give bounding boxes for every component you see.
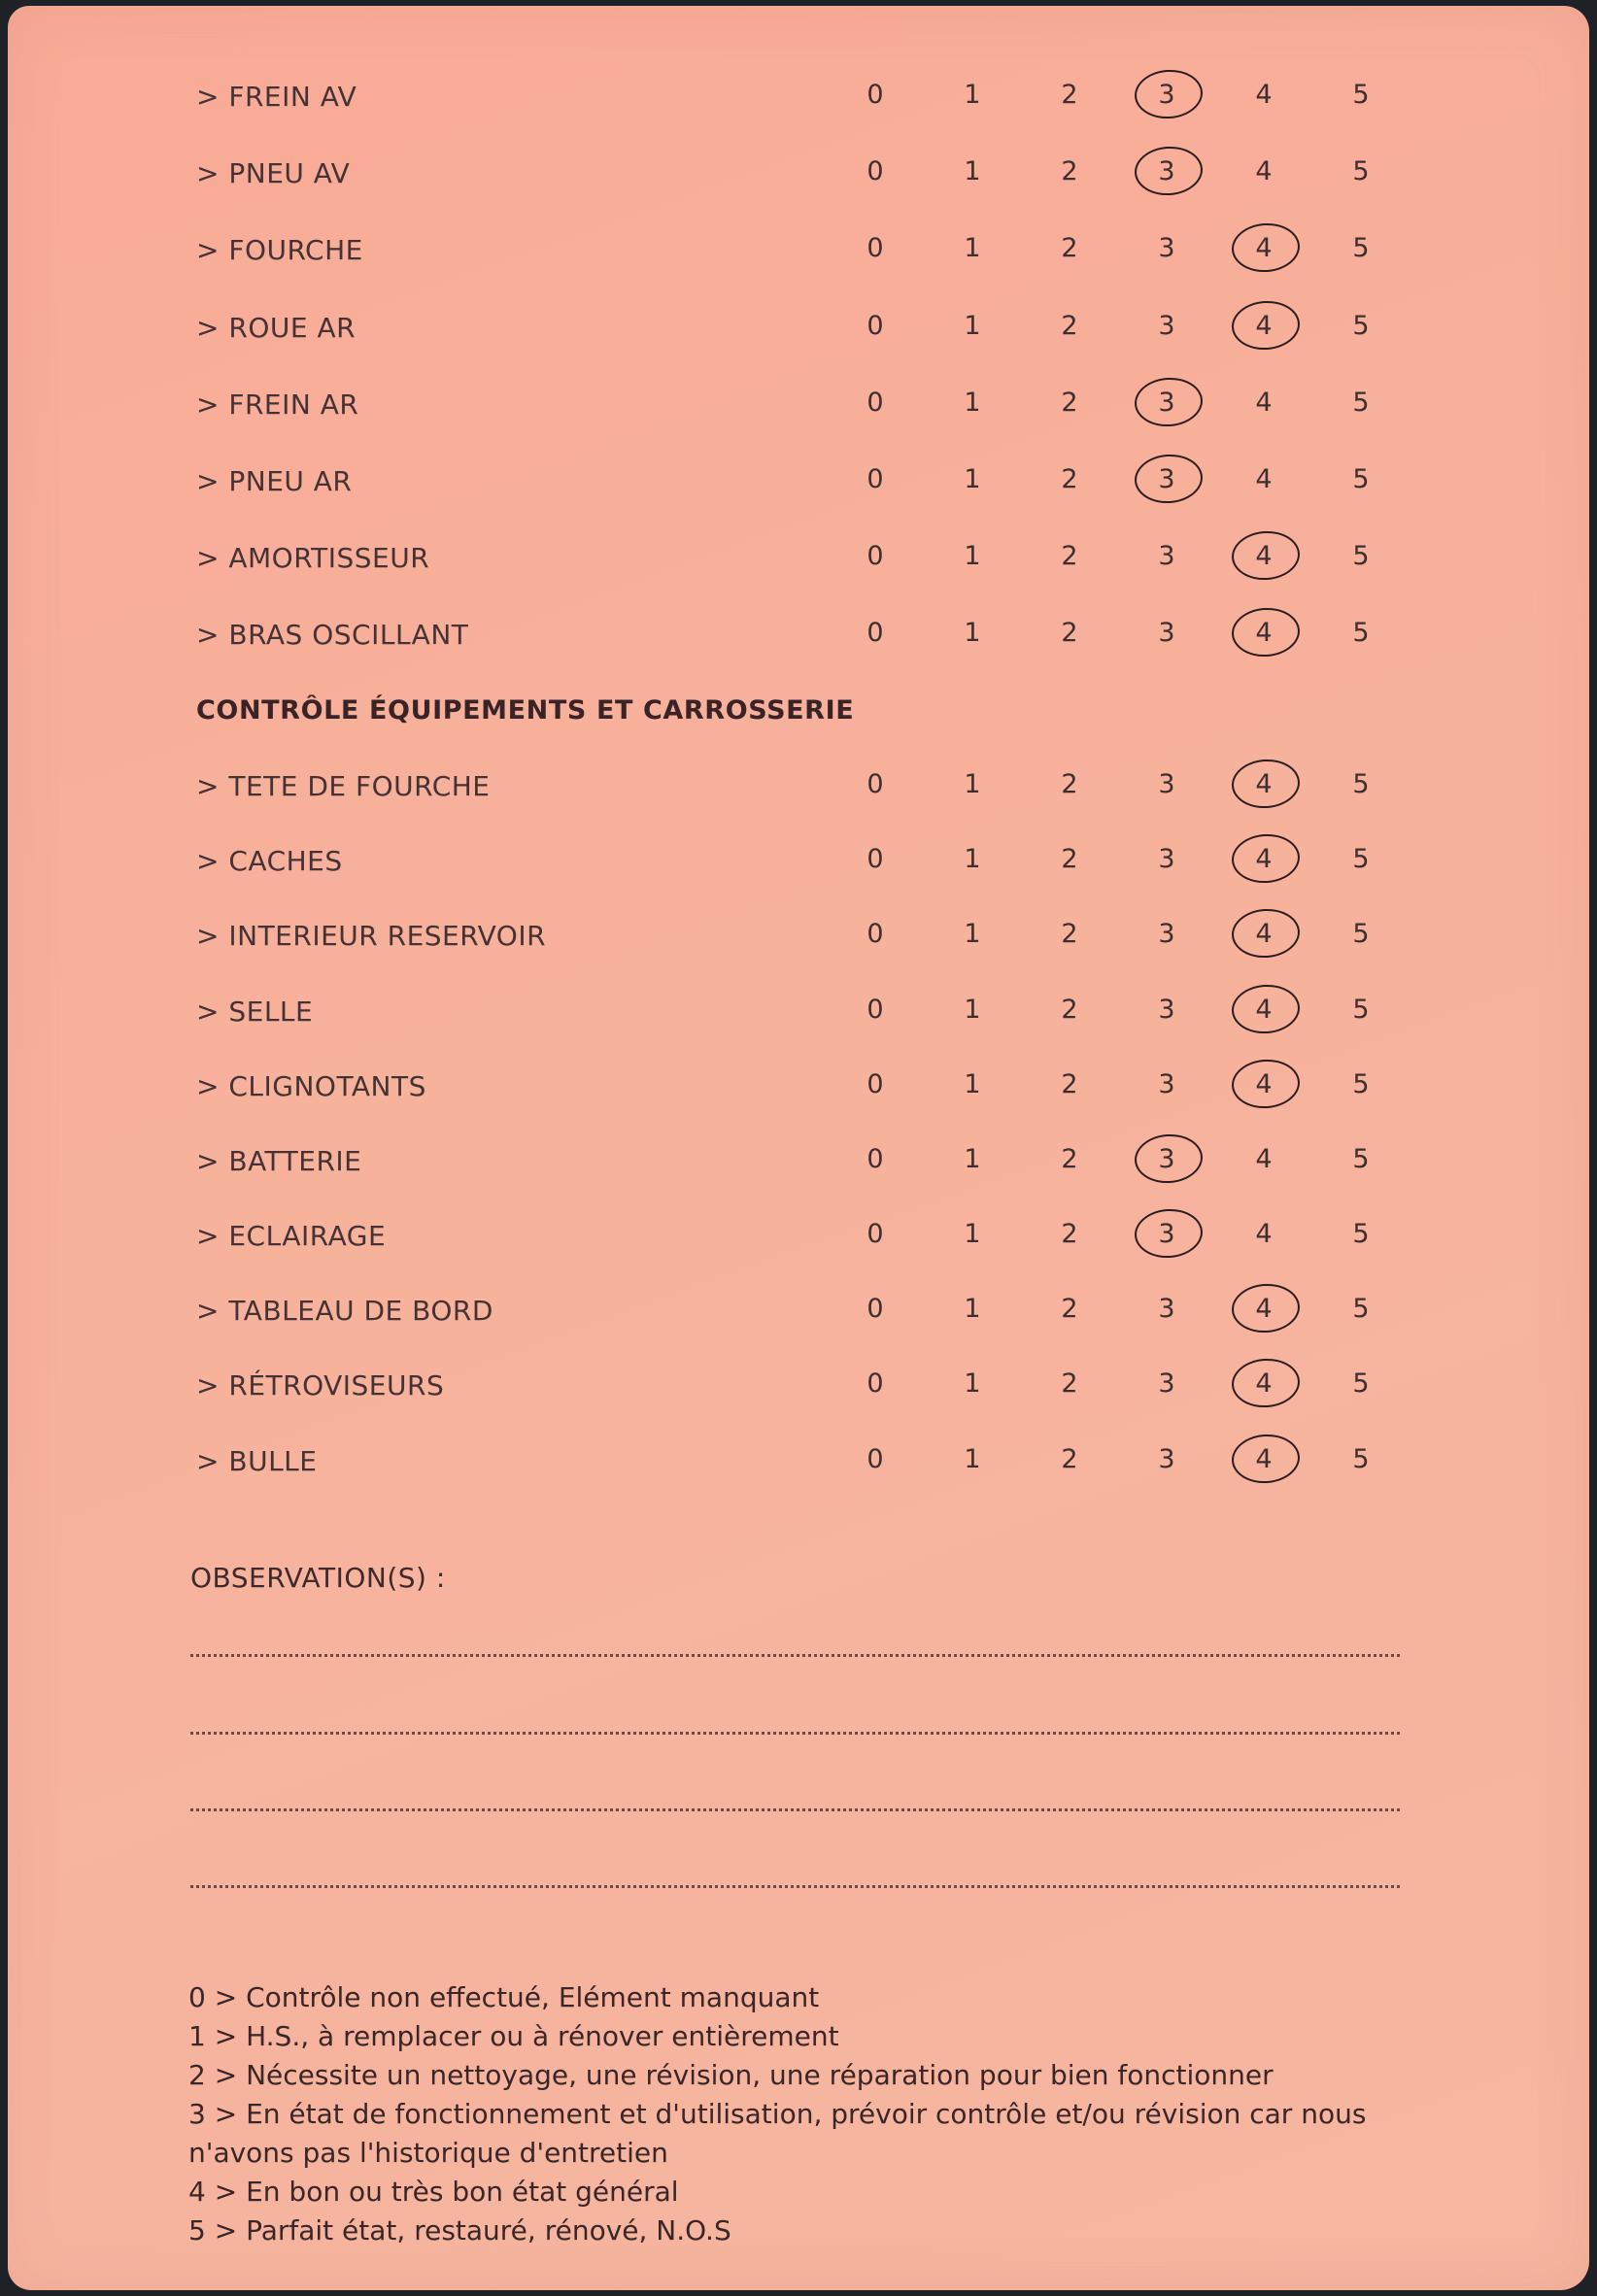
score-option-4[interactable]: 4: [1255, 769, 1273, 799]
score-option-3[interactable]: 3: [1158, 1368, 1175, 1399]
score-option-2[interactable]: 2: [1061, 541, 1078, 571]
score-option-3[interactable]: 3: [1158, 769, 1175, 799]
score-option-5[interactable]: 5: [1352, 995, 1370, 1025]
item-label: > PNEU AR: [196, 465, 353, 497]
score-option-1[interactable]: 1: [964, 769, 981, 799]
score-option-1[interactable]: 1: [964, 1444, 981, 1474]
score-option-5[interactable]: 5: [1352, 1069, 1370, 1099]
item-label: > PNEU AV: [196, 157, 351, 189]
score-option-1[interactable]: 1: [964, 233, 981, 263]
score-option-0[interactable]: 0: [866, 995, 884, 1025]
score-option-5[interactable]: 5: [1352, 1294, 1370, 1324]
score-option-2[interactable]: 2: [1061, 233, 1078, 263]
score-option-1[interactable]: 1: [964, 1219, 981, 1249]
score-option-2[interactable]: 2: [1061, 1069, 1078, 1099]
score-option-5[interactable]: 5: [1352, 311, 1370, 341]
score-option-4[interactable]: 4: [1255, 618, 1273, 648]
score-option-4[interactable]: 4: [1255, 80, 1273, 110]
score-option-0[interactable]: 0: [866, 844, 884, 874]
score-option-0[interactable]: 0: [866, 1069, 884, 1099]
item-label: > TETE DE FOURCHE: [196, 770, 491, 802]
score-option-1[interactable]: 1: [964, 1069, 981, 1099]
score-option-1[interactable]: 1: [964, 919, 981, 949]
item-label: > BRAS OSCILLANT: [196, 619, 469, 651]
score-option-4[interactable]: 4: [1255, 541, 1273, 571]
score-option-2[interactable]: 2: [1061, 995, 1078, 1025]
item-label: > BULLE: [196, 1445, 318, 1477]
score-option-0[interactable]: 0: [866, 1294, 884, 1324]
score-option-1[interactable]: 1: [964, 156, 981, 186]
score-option-3[interactable]: 3: [1158, 995, 1175, 1025]
item-label: > ECLAIRAGE: [196, 1220, 387, 1252]
score-option-3[interactable]: 3: [1158, 233, 1175, 263]
score-option-0[interactable]: 0: [866, 311, 884, 341]
score-option-2[interactable]: 2: [1061, 1294, 1078, 1324]
section-title: CONTRÔLE ÉQUIPEMENTS ET CARROSSERIE: [196, 695, 855, 726]
score-option-5[interactable]: 5: [1352, 541, 1370, 571]
item-label: > SELLE: [196, 996, 314, 1028]
score-option-3[interactable]: 3: [1158, 1444, 1175, 1474]
score-option-1[interactable]: 1: [964, 995, 981, 1025]
item-label: > BATTERIE: [196, 1145, 362, 1177]
item-label: > FOURCHE: [196, 234, 363, 266]
score-option-3[interactable]: 3: [1158, 80, 1175, 110]
score-option-4[interactable]: 4: [1255, 233, 1273, 263]
legend-line: 0 > Contrôle non effectué, Elément manquant: [188, 1981, 820, 2013]
score-option-2[interactable]: 2: [1061, 80, 1078, 110]
score-option-5[interactable]: 5: [1352, 1368, 1370, 1399]
score-option-0[interactable]: 0: [866, 1368, 884, 1399]
score-option-5[interactable]: 5: [1352, 919, 1370, 949]
observations-label: OBSERVATION(S) :: [190, 1562, 446, 1594]
score-option-1[interactable]: 1: [964, 844, 981, 874]
score-option-4[interactable]: 4: [1255, 1144, 1273, 1174]
score-option-3[interactable]: 3: [1158, 541, 1175, 571]
score-option-4[interactable]: 4: [1255, 1368, 1273, 1399]
score-option-2[interactable]: 2: [1061, 464, 1078, 494]
score-option-0[interactable]: 0: [866, 80, 884, 110]
score-option-0[interactable]: 0: [866, 233, 884, 263]
score-option-0[interactable]: 0: [866, 919, 884, 949]
score-option-0[interactable]: 0: [866, 156, 884, 186]
score-option-5[interactable]: 5: [1352, 844, 1370, 874]
legend-line: 4 > En bon ou très bon état général: [188, 2176, 679, 2208]
score-option-1[interactable]: 1: [964, 388, 981, 418]
item-label: > FREIN AR: [196, 388, 359, 421]
score-option-5[interactable]: 5: [1352, 1444, 1370, 1474]
score-option-5[interactable]: 5: [1352, 1144, 1370, 1174]
score-option-4[interactable]: 4: [1255, 464, 1273, 494]
score-option-4[interactable]: 4: [1255, 156, 1273, 186]
score-option-2[interactable]: 2: [1061, 844, 1078, 874]
score-option-4[interactable]: 4: [1255, 995, 1273, 1025]
score-option-4[interactable]: 4: [1255, 1294, 1273, 1324]
item-label: > CLIGNOTANTS: [196, 1070, 426, 1102]
score-option-4[interactable]: 4: [1255, 388, 1273, 418]
score-option-1[interactable]: 1: [964, 541, 981, 571]
score-option-3[interactable]: 3: [1158, 618, 1175, 648]
score-option-5[interactable]: 5: [1352, 618, 1370, 648]
item-label: > AMORTISSEUR: [196, 542, 430, 574]
score-option-0[interactable]: 0: [866, 388, 884, 418]
score-option-4[interactable]: 4: [1255, 919, 1273, 949]
score-option-0[interactable]: 0: [866, 541, 884, 571]
score-option-1[interactable]: 1: [964, 80, 981, 110]
legend-line: 5 > Parfait état, restauré, rénové, N.O.S: [188, 2214, 731, 2246]
legend-line: 2 > Nécessite un nettoyage, une révision, une réparation pour bien fonctionner: [188, 2059, 1274, 2091]
item-label: > FREIN AV: [196, 81, 357, 113]
observation-line[interactable]: [190, 1732, 1400, 1735]
legend-line: 1 > H.S., à remplacer ou à rénover entièrement: [188, 2020, 839, 2052]
score-option-0[interactable]: 0: [866, 1444, 884, 1474]
score-option-3[interactable]: 3: [1158, 919, 1175, 949]
score-option-2[interactable]: 2: [1061, 1368, 1078, 1399]
score-option-4[interactable]: 4: [1255, 311, 1273, 341]
legend-line: n'avons pas l'historique d'entretien: [188, 2137, 668, 2169]
score-option-4[interactable]: 4: [1255, 1069, 1273, 1099]
score-option-3[interactable]: 3: [1158, 844, 1175, 874]
inspection-sheet: [8, 6, 1589, 2290]
score-option-5[interactable]: 5: [1352, 156, 1370, 186]
score-option-5[interactable]: 5: [1352, 233, 1370, 263]
score-option-3[interactable]: 3: [1158, 1144, 1175, 1174]
score-option-1[interactable]: 1: [964, 1144, 981, 1174]
score-option-0[interactable]: 0: [866, 618, 884, 648]
score-option-2[interactable]: 2: [1061, 1219, 1078, 1249]
score-option-4[interactable]: 4: [1255, 1219, 1273, 1249]
score-option-2[interactable]: 2: [1061, 1144, 1078, 1174]
item-label: > RÉTROVISEURS: [196, 1369, 445, 1401]
score-option-2[interactable]: 2: [1061, 388, 1078, 418]
score-option-5[interactable]: 5: [1352, 769, 1370, 799]
score-option-4[interactable]: 4: [1255, 1444, 1273, 1474]
score-option-3[interactable]: 3: [1158, 464, 1175, 494]
score-option-5[interactable]: 5: [1352, 388, 1370, 418]
score-option-1[interactable]: 1: [964, 311, 981, 341]
observation-line[interactable]: [190, 1654, 1400, 1657]
score-option-2[interactable]: 2: [1061, 311, 1078, 341]
score-option-4[interactable]: 4: [1255, 844, 1273, 874]
score-option-3[interactable]: 3: [1158, 1219, 1175, 1249]
score-option-5[interactable]: 5: [1352, 464, 1370, 494]
item-label: > TABLEAU DE BORD: [196, 1295, 493, 1327]
score-option-2[interactable]: 2: [1061, 1444, 1078, 1474]
score-option-3[interactable]: 3: [1158, 156, 1175, 186]
score-option-2[interactable]: 2: [1061, 919, 1078, 949]
score-option-0[interactable]: 0: [866, 1144, 884, 1174]
score-option-0[interactable]: 0: [866, 1219, 884, 1249]
score-option-1[interactable]: 1: [964, 618, 981, 648]
observation-line[interactable]: [190, 1885, 1400, 1888]
score-option-3[interactable]: 3: [1158, 388, 1175, 418]
observation-line[interactable]: [190, 1808, 1400, 1811]
score-option-3[interactable]: 3: [1158, 311, 1175, 341]
score-option-2[interactable]: 2: [1061, 769, 1078, 799]
score-option-3[interactable]: 3: [1158, 1294, 1175, 1324]
score-option-1[interactable]: 1: [964, 1368, 981, 1399]
score-option-0[interactable]: 0: [866, 464, 884, 494]
score-option-2[interactable]: 2: [1061, 618, 1078, 648]
score-option-3[interactable]: 3: [1158, 1069, 1175, 1099]
score-option-5[interactable]: 5: [1352, 1219, 1370, 1249]
score-option-5[interactable]: 5: [1352, 80, 1370, 110]
item-label: > CACHES: [196, 845, 343, 877]
item-label: > INTERIEUR RESERVOIR: [196, 920, 547, 952]
score-option-1[interactable]: 1: [964, 1294, 981, 1324]
legend-line: 3 > En état de fonctionnement et d'utilisation, prévoir contrôle et/ou révision car nous: [188, 2098, 1367, 2130]
item-label: > ROUE AR: [196, 312, 357, 344]
score-option-2[interactable]: 2: [1061, 156, 1078, 186]
score-option-0[interactable]: 0: [866, 769, 884, 799]
score-option-1[interactable]: 1: [964, 464, 981, 494]
